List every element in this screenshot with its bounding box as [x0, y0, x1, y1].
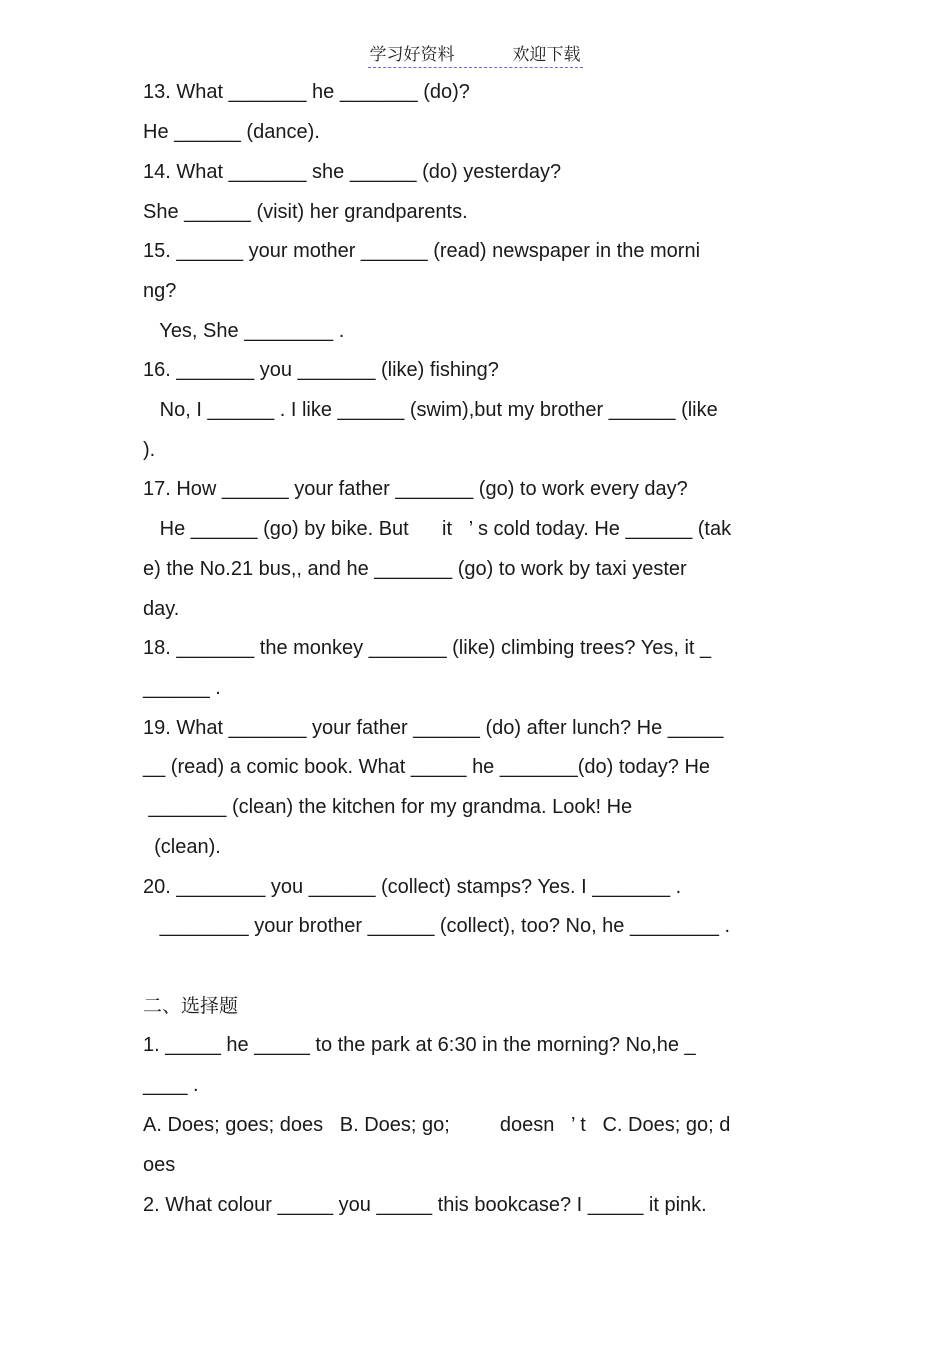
text-line: He ______ (go) by bike. But it ’ s cold today. He ______ (tak: [143, 518, 732, 540]
text-line: ).: [143, 439, 156, 461]
text-line: 13. What _______ he _______ (do)?: [143, 81, 470, 103]
text-line: 18. _______ the monkey _______ (like) climbing trees? Yes, it _: [143, 637, 712, 659]
text-line: 1. _____ he _____ to the park at 6:30 in the morning? No,he _: [143, 1034, 696, 1056]
text-line: She ______ (visit) her grandparents.: [143, 201, 468, 223]
text-line: 19. What _______ your father ______ (do) after lunch? He _____: [143, 717, 724, 739]
text-line: Yes, She ________ .: [143, 320, 345, 342]
text-line: (clean).: [143, 836, 221, 858]
text-line: 2. What colour _____ you _____ this bookcase? I _____ it pink.: [143, 1194, 707, 1216]
text-line: day.: [143, 598, 180, 620]
text-line: 14. What _______ she ______ (do) yesterday?: [143, 161, 562, 183]
text-line: No, I ______ . I like ______ (swim),but my brother ______ (like: [143, 399, 718, 421]
header-right-text: 欢迎下载: [512, 45, 581, 65]
text-line: ____ .: [143, 1074, 199, 1096]
text-line: 15. ______ your mother ______ (read) newspaper in the morni: [143, 240, 701, 262]
text-line: 17. How ______ your father _______ (go) to work every day?: [143, 478, 688, 500]
text-line: ______ .: [143, 677, 221, 699]
text-line: e) the No.21 bus,, and he _______ (go) to work by taxi yester: [143, 558, 687, 580]
text-line: __ (read) a comic book. What _____ he _______(do) today? He: [143, 756, 711, 778]
text-line: _______ (clean) the kitchen for my grandma. Look! He: [143, 796, 633, 818]
header-left-text: 学习好资料: [369, 45, 455, 65]
text-line: ng?: [143, 280, 177, 302]
text-line: ________ your brother ______ (collect), too? No, he ________ .: [143, 915, 731, 937]
text-line: oes: [143, 1154, 176, 1176]
header-banner: [368, 40, 583, 68]
text-line: 16. _______ you _______ (like) fishing?: [143, 359, 499, 381]
text-line: A. Does; goes; does B. Does; go; doesn ’ t C. Does; go; d: [143, 1114, 731, 1136]
page-header: [0, 40, 950, 68]
section-heading: 二、选择题: [143, 995, 239, 1017]
text-line: He ______ (dance).: [143, 121, 320, 143]
text-line: 20. ________ you ______ (collect) stamps? Yes. I _______ .: [143, 876, 682, 898]
